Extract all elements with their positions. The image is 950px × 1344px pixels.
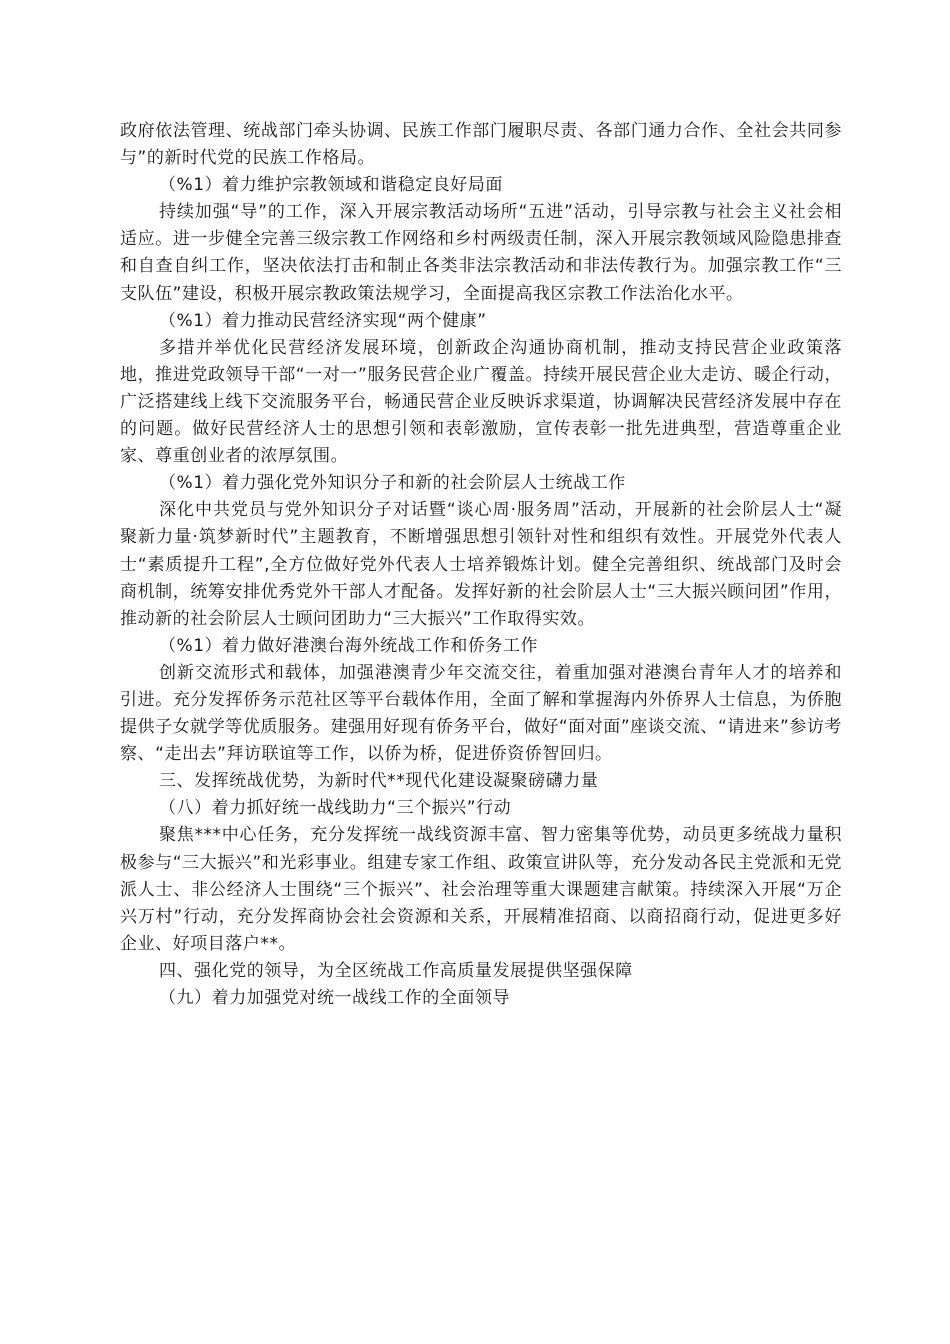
chapter-heading: 三、发挥统战优势，为新时代**现代化建设凝聚磅礴力量	[159, 771, 599, 792]
section-heading: （%1）着力强化党外知识分子和新的社会阶层人士统战工作	[159, 473, 626, 494]
section-heading: （九）着力加强党对统一战线工作的全面领导	[159, 988, 510, 1008]
body-paragraph: 创新交流形式和载体，加强港澳青少年交流交往，着重加强对港澳台青年人才的培养和引进。充分发挥侨务示范社区等平台载体作用，全面了解和掌握海内外侨界人士信息，为侨胞提供子女就学等优质服务。建强用好现有侨务平台，做好“面对面”座谈交流、“请进来”参访考察、“走出去”拜访联谊等工作，以侨为桥，促进侨资侨智回归。	[120, 662, 842, 765]
document-page	[120, 118, 842, 1012]
section-heading: （%1）着力做好港澳台海外统战工作和侨务工作	[159, 635, 539, 656]
section-heading: （八）着力抓好统一战线助力“三个振兴”行动	[159, 798, 512, 819]
section-heading: （%1）着力推动民营经济实现“两个健康”	[159, 310, 487, 331]
body-paragraph: 持续加强“导”的工作，深入开展宗教活动场所“五进”活动，引导宗教与社会主义社会相适应。进一步健全完善三级宗教工作网络和乡村两级责任制，深入开展宗教领域风险隐患排查和自查自纠工作，坚决依法打击和制止各类非法宗教活动和非法传教行为。加强宗教工作“三支队伍”建设，积极开展宗教政策法规学习，全面提高我区宗教工作法治化水平。	[120, 202, 842, 304]
body-paragraph: 政府依法管理、统战部门牵头协调、民族工作部门履职尽责、各部门通力合作、全社会共同参与”的新时代党的民族工作格局。	[120, 121, 842, 169]
section-heading: （%1）着力维护宗教领域和谐稳定良好局面	[159, 175, 503, 196]
chapter-heading: 四、强化党的领导，为全区统战工作高质量发展提供坚强保障	[159, 960, 633, 981]
body-paragraph: 多措并举优化民营经济发展环境，创新政企沟通协商机制，推动支持民营企业政策落地，推进党政领导干部“一对一”服务民营企业广覆盖。持续开展民营企业大走访、暖企行动，广泛搭建线上线下交流服务平台，畅通民营企业反映诉求渠道，协调解决民营经济发展中存在的问题。做好民营经济人士的思想引领和表彰激励，宣传表彰一批先进典型，营造尊重企业家、尊重创业者的浓厚氛围。	[120, 337, 842, 467]
body-paragraph: 深化中共党员与党外知识分子对话暨“谈心周·服务周”活动，开展新的社会阶层人士“凝聚新力量·筑梦新时代”主题教育，不断增强思想引领针对性和组织有效性。开展党外代表人士“素质提升工程”,全方位做好党外代表人士培养锻炼计划。健全完善组织、统战部门及时会商机制，统筹安排优秀党外干部人才配备。发挥好新的社会阶层人士“三大振兴顾问团”作用，推动新的社会阶层人士顾问团助力“三大振兴”工作取得实效。	[120, 500, 842, 629]
body-paragraph: 聚焦***中心任务，充分发挥统一战线资源丰富、智力密集等优势，动员更多统战力量积极参与“三大振兴”和光彩事业。组建专家工作组、政策宣讲队等，充分发动各民主党派和无党派人士、非公经济人士围绕“三个振兴”、社会治理等重大课题建言献策。持续深入开展“万企兴万村”行动，充分发挥商协会社会资源和关系，开展精准招商、以商招商行动，促进更多好企业、好项目落户**。	[120, 825, 842, 954]
